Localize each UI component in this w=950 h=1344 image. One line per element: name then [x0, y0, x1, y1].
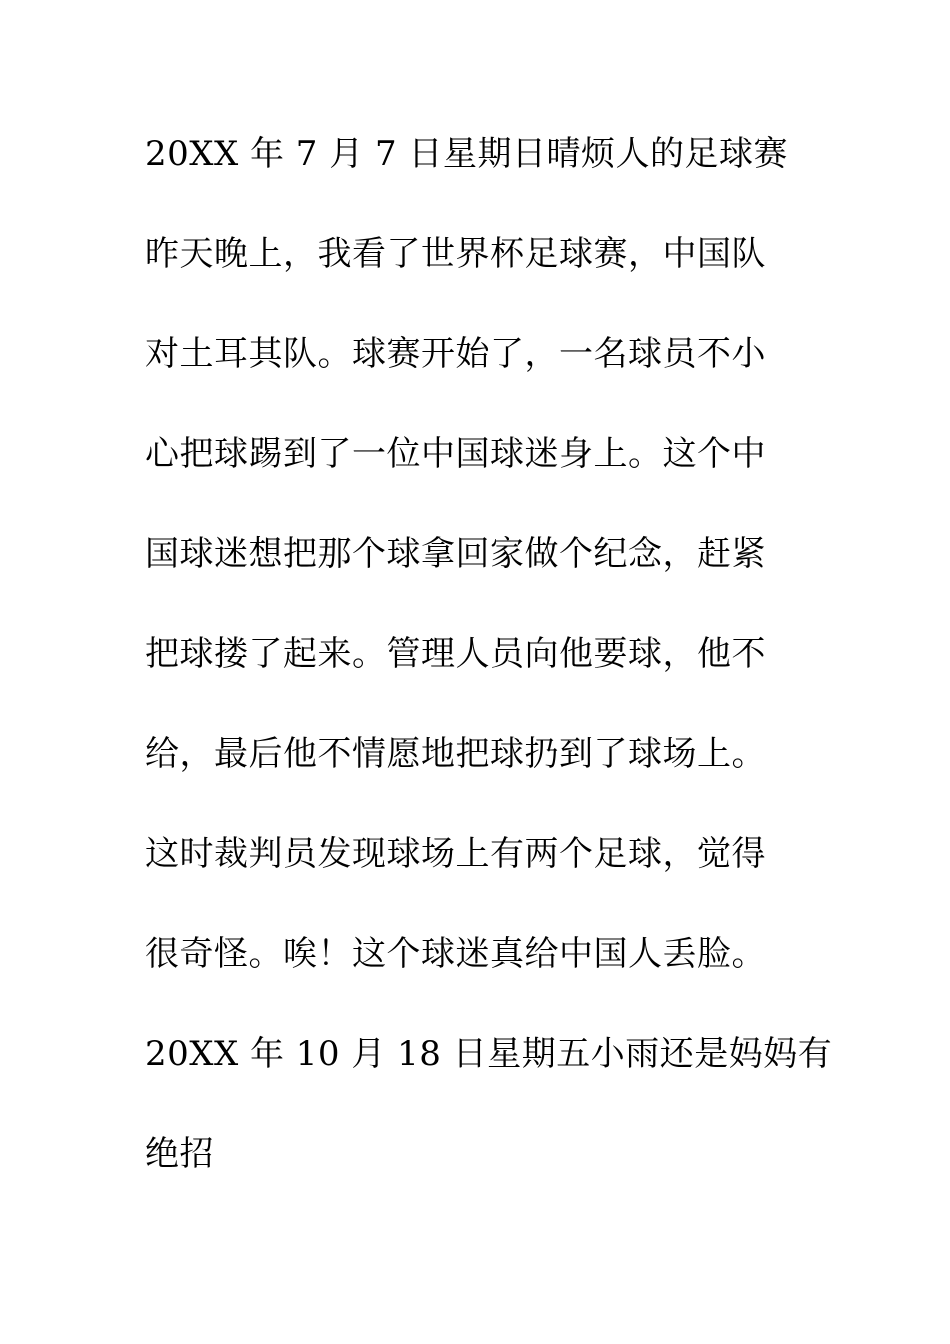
text-line: 国球迷想把那个球拿回家做个纪念，赶紧	[145, 534, 766, 574]
text-line: 给，最后他不情愿地把球扔到了球场上。	[145, 734, 766, 774]
text-line: 对土耳其队。球赛开始了，一名球员不小	[145, 334, 766, 374]
diary-entry-1-heading: 20XX 年 7 月 7 日星期日晴烦人的足球赛	[145, 134, 788, 174]
text-line: 把球搂了起来。管理人员向他要球，他不	[145, 634, 766, 674]
diary-entry-2-heading-continued: 绝招	[145, 1134, 214, 1174]
diary-entry-2-heading: 20XX 年 10 月 18 日星期五小雨还是妈妈有	[145, 1034, 833, 1074]
text-line: 这时裁判员发现球场上有两个足球，觉得	[145, 834, 766, 874]
text-line: 昨天晚上，我看了世界杯足球赛，中国队	[145, 234, 766, 274]
text-line: 心把球踢到了一位中国球迷身上。这个中	[145, 434, 766, 474]
text-line: 很奇怪。唉！这个球迷真给中国人丢脸。	[145, 934, 766, 974]
